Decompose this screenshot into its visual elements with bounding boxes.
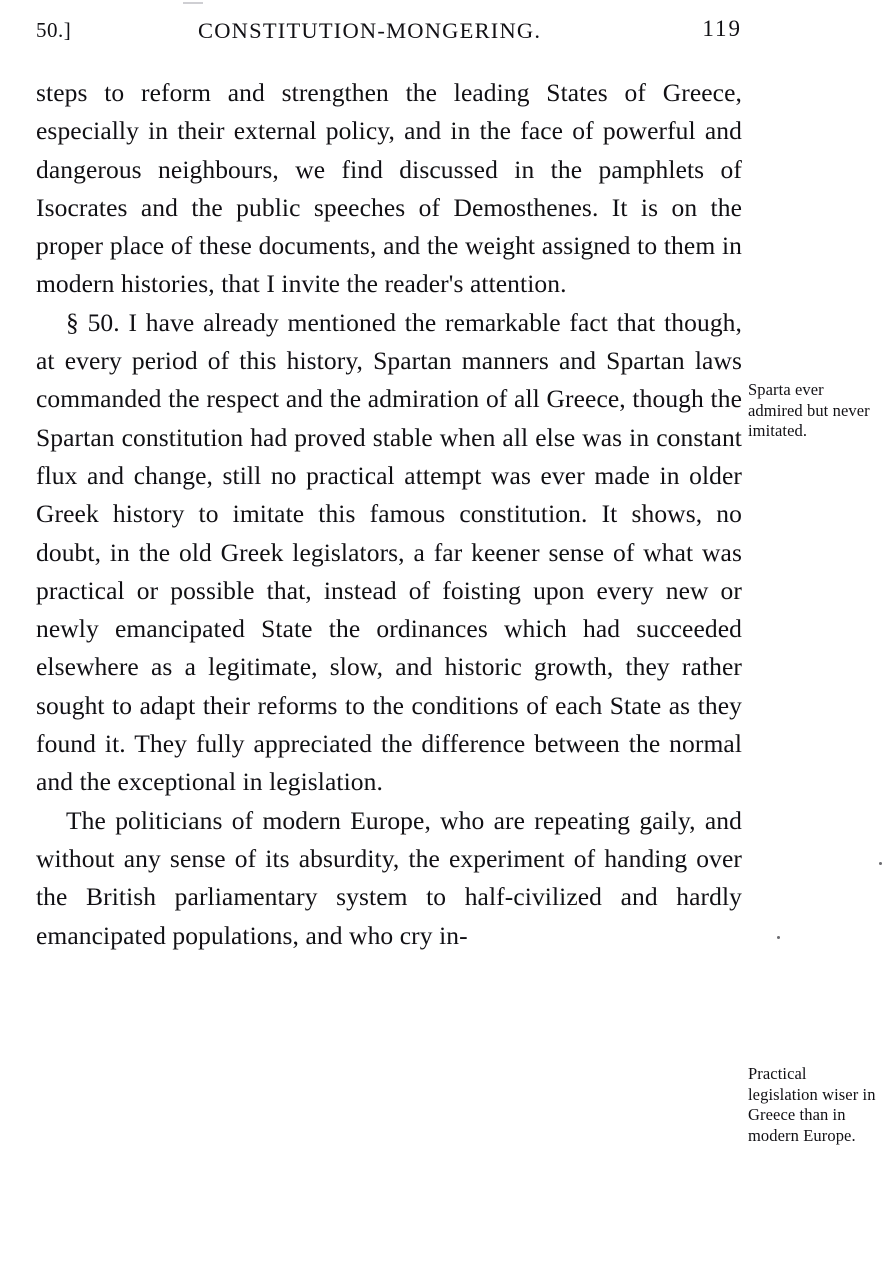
paragraph-3: The politicians of modern Europe, who are repeating gaily, and without any sense of its absurdity, the experiment of handing over the British parliamentary system to half-civilized and hardly emancipated populations, and who cry in- (36, 805, 742, 950)
running-title: CONSTITUTION-MONGERING. (198, 18, 542, 43)
text-column (36, 74, 742, 955)
page-speckle (879, 862, 882, 865)
marginal-note-sparta: Sparta ever admired but never imitated. (748, 380, 870, 440)
header-section-number: 50.] (36, 18, 72, 42)
page-number: 119 (702, 16, 742, 41)
page-header (36, 10, 748, 52)
paragraph-1: steps to reform and strengthen the leading States of Greece, especially in their external policy, and in the face of powerful and dangerous neighbours, we find discussed in the pamphlets of Isocrates and the public speeches of Demosthenes. It is on the proper place of these documents, and the weight assigned to them in modern histories, that I invite the reader's attention. (36, 78, 742, 299)
paragraph-2: § 50. I have already mentioned the remarkable fact that though, at every period of this history, Spartan manners and Spartan laws commanded the respect and the admiration of all Greece, though the Spartan constitution had proved stable when all else was in constant flux and change, still no practical attempt was ever made in older Greek history to imitate this famous constitution. It shows, no doubt, in the old Greek legislators, a far keener sense of what was practical or possible that, instead of foisting upon every new or newly emancipated State the ordinances which had succeeded elsewhere as a legitimate, slow, and historic growth, they rather sought to adapt their reforms to the conditions of each State as they found it. They fully appreciated the difference between the normal and the exceptional in legislation. (36, 307, 742, 797)
marginal-note-legislation: Practical legislation wiser in Greece than in modern Europe. (748, 1064, 876, 1145)
page-edge-mark (183, 2, 203, 4)
page-speckle (777, 936, 780, 939)
